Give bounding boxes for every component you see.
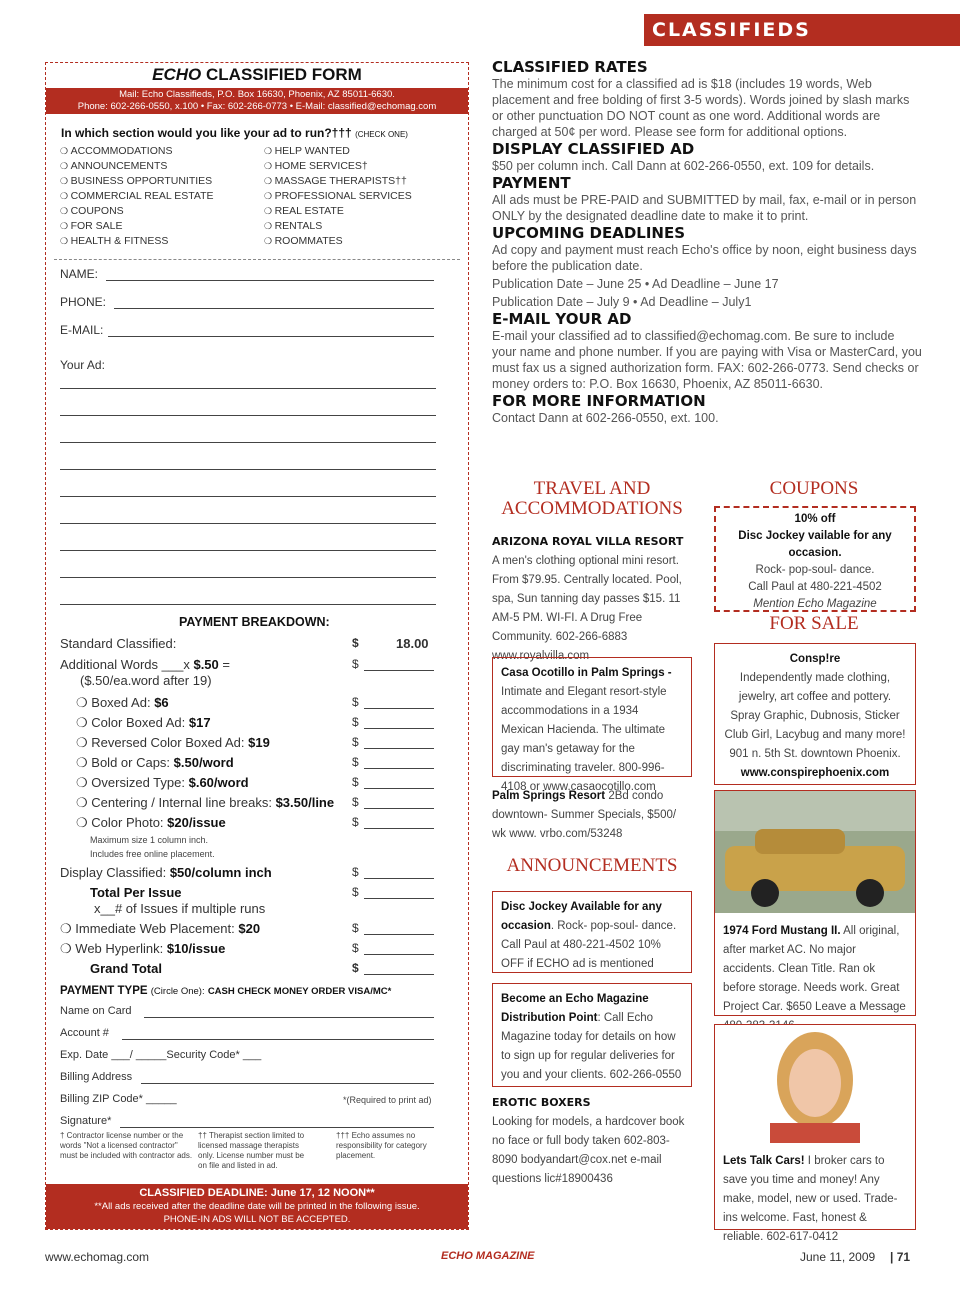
deadline-bar: CLASSIFIED DEADLINE: June 17, 12 NOON** **All ads received after the deadline date will be printed in the following issue. PHONE-IN ADS WILL NOT BE ACCEPTED.	[46, 1184, 468, 1229]
amount-line[interactable]	[364, 768, 434, 769]
dollar-sign: $	[352, 636, 359, 650]
footer-url[interactable]: www.echomag.com	[45, 1250, 150, 1264]
ad-line[interactable]	[60, 550, 436, 551]
footnote-therapist: †† Therapist section limited to licensed massage therapists only. License number must be on file and listed in ad.	[198, 1131, 305, 1170]
amount-line[interactable]	[364, 934, 434, 935]
section-option[interactable]: ❍ REAL ESTATE	[264, 204, 468, 219]
section-option[interactable]: ❍ ANNOUNCEMENTS	[60, 159, 264, 174]
rates-heading: UPCOMING DEADLINES	[492, 224, 686, 242]
broker-photo	[715, 1025, 915, 1143]
dollar-sign: $	[352, 921, 359, 935]
travel-ad-casa-ocotillo: Casa Ocotillo in Palm Springs - Intimate and Elegant resort-style accommodations in a 1934 Mexican Hacienda. The ultimate gay man's getaway for the discriminating traveler. 800-996-4108 or www.casaocotillo.com	[492, 657, 692, 777]
amount-line[interactable]	[364, 828, 434, 829]
section-option[interactable]: ❍ BUSINESS OPPORTUNITIES	[60, 174, 264, 189]
footnote-contractor: † Contractor license number or the words "Not a licensed contractor" must be included with contractor ads.	[60, 1131, 193, 1160]
rates-text: Publication Date – July 9 • Ad Deadline – July1	[492, 295, 752, 309]
footer-magazine: ECHO MAGAZINE	[441, 1250, 535, 1262]
form-title: ECHO CLASSIFIED FORM	[152, 65, 362, 84]
travel-ad-palm-springs: Palm Springs Resort 2Bd condo downtown- Summer Specials, $500/ wk www. vrbo.com/53248	[492, 790, 677, 840]
dollar-sign: $	[352, 961, 359, 975]
for-sale-ad-mustang	[714, 790, 916, 1016]
rates-text: The minimum cost for a classified ad is $18 (includes 19 words, Web placement and free bolding of first 3-5 words). Words joined by slash marks or other punctuation DO NOT count as one word. Additional words are charged at 50¢ per word. Please see form for additional options.	[492, 77, 910, 139]
issues-multiplier: x__# of Issues if multiple runs	[94, 901, 266, 916]
billing-address: Billing Address	[60, 1071, 133, 1083]
section-option[interactable]: ❍ FOR SALE	[60, 219, 264, 234]
dollar-sign: $	[352, 795, 359, 809]
dollar-sign: $	[352, 865, 359, 879]
footer-page: | 71	[890, 1250, 911, 1264]
classified-form	[45, 62, 469, 1230]
payment-breakdown-title: PAYMENT BREAKDOWN:	[179, 615, 330, 629]
section-question: In which section would you like your ad to run?††† (CHECK ONE)	[61, 126, 408, 140]
web-placement[interactable]: ❍ Immediate Web Placement: $20	[60, 921, 261, 936]
option-item[interactable]: ❍ Centering / Internal line breaks: $3.50/line	[76, 795, 335, 810]
amount-line[interactable]	[364, 954, 434, 955]
rates-text: Publication Date – June 25 • Ad Deadline – June 17	[492, 277, 779, 291]
amount-line[interactable]	[364, 748, 434, 749]
section-option[interactable]: ❍ ROOMMATES	[264, 234, 468, 249]
for-sale-ad-cars	[714, 1024, 916, 1243]
dollar-sign: $	[352, 657, 359, 671]
amount-line[interactable]	[364, 898, 434, 899]
mustang-text: 1974 Ford Mustang II. All original, after market AC. No major accidents. Clean Title. Ran ok before storage. Needs work. Great Project Car. $650 Leave a Message	[723, 925, 906, 1013]
standard-label: Standard Classified:	[60, 636, 177, 651]
for-sale-ad-conspire: Consp!re Independently made clothing, jewelry, art coffee and pottery. Spray Graphic, Dubnosis, Sticker Club Girl, Lacybug and many more! 901 n. 5th St. downtown Phoenix. www.conspirephoenix.com	[714, 643, 916, 785]
signature-label: Signature*	[60, 1115, 112, 1127]
cars-text: Lets Talk Cars! I broker cars to save you time and money! Any make, model, new or used. Trade-ins welcome. Fast, honest & reliable. 602-617-0412	[723, 1155, 898, 1243]
form-contact-bar: Mail: Echo Classifieds, P.O. Box 16630, Phoenix, AZ 85011-6630. Phone: 602-266-0550, x.100 • Fax: 602-266-0773 • E-Mail: classified@echomag.com	[46, 88, 468, 114]
additional-words: Additional Words ___x $.50 =	[60, 657, 230, 672]
for-sale-heading: FOR SALE	[769, 613, 859, 634]
coupon-disc-jockey: 10% off Disc Jockey vailable for any occasion. Rock- pop-soul- dance. Call Paul at 480-221-4502 Mention Echo Magazine	[714, 506, 916, 612]
section-option[interactable]: ❍ ACCOMMODATIONS	[60, 144, 264, 159]
section-option[interactable]: ❍ RENTALS	[264, 219, 468, 234]
amount-line[interactable]	[364, 974, 434, 975]
your-ad-label: Your Ad:	[60, 358, 105, 372]
dollar-sign: $	[352, 815, 359, 829]
amount-line[interactable]	[364, 728, 434, 729]
section-option[interactable]: ❍ PROFESSIONAL SERVICES	[264, 189, 468, 204]
footnote-category: ††† Echo assumes no responsibility for category placement.	[336, 1131, 427, 1160]
rates-heading: PAYMENT	[492, 174, 571, 192]
amount-line[interactable]	[364, 670, 434, 671]
rates-text: Contact Dann at 602-266-0550, ext. 100.	[492, 411, 719, 425]
section-option[interactable]: ❍ HOME SERVICES†	[264, 159, 468, 174]
travel-heading: TRAVEL AND ACCOMMODATIONS	[501, 478, 683, 519]
name-on-card: Name on Card	[60, 1005, 132, 1017]
ad-line[interactable]	[60, 523, 436, 524]
web-hyperlink[interactable]: ❍ Web Hyperlink: $10/issue	[60, 941, 226, 956]
billing-field[interactable]	[141, 1083, 434, 1084]
option-item[interactable]: ❍ Reversed Color Boxed Ad: $19	[76, 735, 270, 750]
section-option[interactable]: ❍ HELP WANTED	[264, 144, 468, 159]
grand-total: Grand Total	[90, 961, 162, 976]
email-field[interactable]	[108, 336, 434, 337]
display-classified: Display Classified: $50/column inch	[60, 865, 272, 880]
account-field[interactable]	[122, 1039, 434, 1040]
announcements-heading: ANNOUNCEMENTS	[506, 855, 678, 876]
ad-line[interactable]	[60, 415, 436, 416]
name-label: NAME:	[60, 267, 99, 281]
coupons-heading: COUPONS	[769, 478, 859, 499]
section-option[interactable]: ❍ MASSAGE THERAPISTS††	[264, 174, 468, 189]
dollar-sign: $	[352, 735, 359, 749]
ad-line[interactable]	[60, 442, 436, 443]
ad-line[interactable]	[60, 469, 436, 470]
signature-field[interactable]	[120, 1127, 434, 1128]
option-item[interactable]: ❍ Oversized Type: $.60/word	[76, 775, 249, 790]
section-option[interactable]: ❍ COMMERCIAL REAL ESTATE	[60, 189, 264, 204]
rates-heading: DISPLAY CLASSIFIED AD	[492, 140, 695, 158]
dollar-sign: $	[352, 885, 359, 899]
dollar-sign: $	[352, 695, 359, 709]
announce-ad-distribution: Become an Echo Magazine Distribution Point: Call Echo Magazine today for details on how to sign up for regular deliveries for you and your clients. 602-266-0550	[492, 983, 692, 1087]
section-banner: CLASSIFIEDS	[644, 14, 960, 46]
billing-zip[interactable]: Billing ZIP Code* _____	[60, 1093, 177, 1105]
name-field[interactable]	[106, 280, 434, 281]
standard-amount: 18.00	[396, 636, 429, 651]
rates-info	[492, 58, 922, 426]
rates-text: All ads must be PRE-PAID and SUBMITTED by mail, fax, e-mail or in person ONLY by the designated deadline date to make it to print.	[492, 193, 917, 223]
section-options	[46, 144, 468, 249]
rates-heading: E-MAIL YOUR AD	[492, 310, 632, 328]
section-column-left[interactable]	[60, 144, 264, 249]
option-item[interactable]: ❍ Bold or Caps: $.50/word	[76, 755, 234, 770]
divider	[54, 259, 460, 260]
rates-heading: FOR MORE INFORMATION	[492, 392, 706, 410]
exp-security[interactable]: Exp. Date ___/ _____Security Code* ___	[60, 1049, 262, 1061]
ad-line[interactable]	[60, 604, 436, 605]
dollar-sign: $	[352, 715, 359, 729]
free-online-note: Includes free online placement.	[90, 849, 215, 859]
required-note: *(Required to print ad)	[343, 1095, 432, 1105]
rates-heading: CLASSIFIED RATES	[492, 58, 648, 76]
ad-line[interactable]	[60, 496, 436, 497]
travel-ad-royal-villa: ARIZONA ROYAL VILLA RESORT A men's clothing optional mini resort. From $79.95. Centrally located. Pool, spa, Sun tanning day passes $15. 11 AM-5 PM. WI-FI. A Drug Free Community. 602-266-6883 www.royalvilla.com	[492, 535, 684, 662]
dollar-sign: $	[352, 755, 359, 769]
footer-date: June 11, 2009	[800, 1250, 876, 1264]
amount-line[interactable]	[364, 808, 434, 809]
section-option[interactable]: ❍ HEALTH & FITNESS	[60, 234, 264, 249]
car-photo	[715, 791, 915, 913]
additional-note: ($.50/ea.word after 19)	[80, 673, 212, 688]
option-item[interactable]: ❍ Color Photo: $20/issue	[76, 815, 226, 830]
rates-text: E-mail your classified ad to classified@echomag.com. Be sure to include your name and phone number. If you are paying with Visa or MasterCard, you must fax us a signed authorization form. FAX: 602-266-0773. Send checks or money orders to: P.O. Box 16630, Phoenix, AZ 85011-6630.	[492, 329, 922, 391]
phone-field[interactable]	[114, 308, 434, 309]
section-column-right[interactable]	[264, 144, 468, 249]
announce-ad-erotic-boxers: EROTIC BOXERS Looking for models, a hardcover book no face or full body taken 602-803-8090 bodyandart@cox.net e-mail questions lic#18900436	[492, 1096, 685, 1185]
rates-text: Ad copy and payment must reach Echo's office by noon, eight business days before the publication date.	[492, 243, 917, 273]
amount-line[interactable]	[364, 878, 434, 879]
payment-type: PAYMENT TYPE (Circle One): CASH CHECK MONEY ORDER VISA/MC*	[60, 985, 392, 997]
section-option[interactable]: ❍ COUPONS	[60, 204, 264, 219]
account-number: Account #	[60, 1027, 109, 1039]
ad-line[interactable]	[60, 388, 436, 389]
phone-label: PHONE:	[60, 295, 107, 309]
total-per-issue: Total Per Issue	[90, 885, 182, 900]
rates-text: $50 per column inch. Call Dann at 602-266-0550, ext. 109 for details.	[492, 159, 875, 173]
max-size-note: Maximum size 1 column inch.	[90, 835, 209, 845]
amount-line[interactable]	[364, 788, 434, 789]
amount-line[interactable]	[364, 708, 434, 709]
announce-ad-disc-jockey: Disc Jockey Available for any occasion. Rock- pop-soul- dance. Call Paul at 480-221-4502 10% OFF if ECHO ad is mentioned	[492, 891, 692, 973]
dollar-sign: $	[352, 775, 359, 789]
option-item[interactable]: ❍ Boxed Ad: $6	[76, 695, 169, 710]
email-label: E-MAIL:	[60, 323, 104, 337]
name-on-card-field[interactable]	[144, 1017, 434, 1018]
option-item[interactable]: ❍ Color Boxed Ad: $17	[76, 715, 211, 730]
ad-line[interactable]	[60, 577, 436, 578]
dollar-sign: $	[352, 941, 359, 955]
